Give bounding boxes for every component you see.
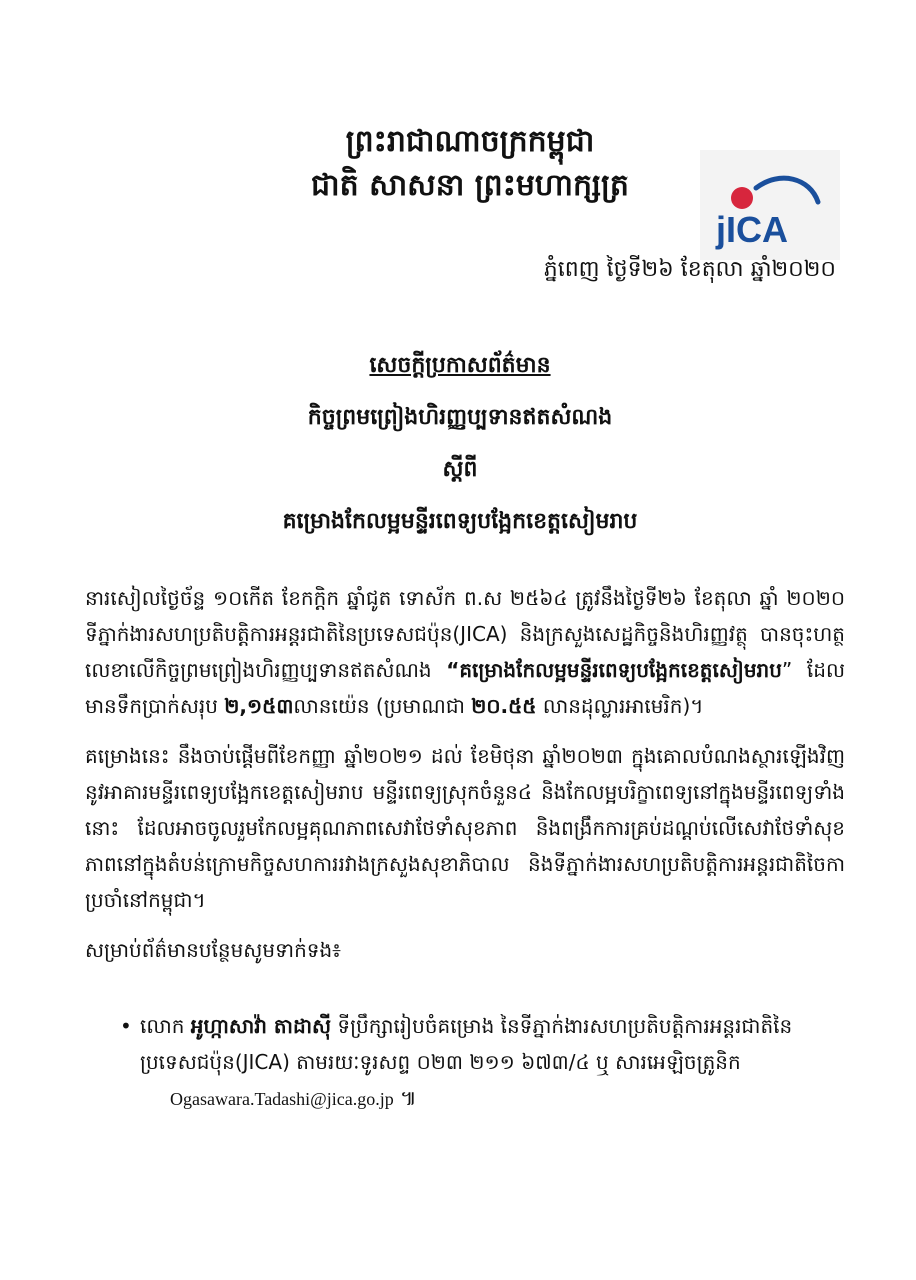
contact-bullet — [120, 1008, 850, 1117]
p1-text-c: លានយ៉េន (ប្រមាណជា — [293, 694, 465, 718]
contact-name: អូហ្កាសាវ៉ា តាដាស៊ី — [190, 1014, 332, 1038]
paragraph-signing — [85, 580, 845, 724]
kingdom-title: ព្រះរាជាណាចក្រកម្ពុជា — [345, 124, 595, 159]
title-regarding: ស្តីពី — [442, 457, 478, 482]
p1-amount-yen: ២,១៥៣ — [224, 694, 294, 718]
motto-line: ជាតិ សាសនា ព្រះមហាក្សត្រ — [311, 168, 629, 203]
national-motto — [300, 120, 640, 208]
contact-email[interactable]: Ogasawara.Tadashi@jica.go.jp — [170, 1089, 394, 1109]
jica-logo-text: jICA — [716, 209, 788, 250]
contact-text — [140, 1008, 850, 1080]
p1-text-a: នារសៀលថ្ងៃច័ន្ទ ១០កើត ខែកក្តិក ឆ្នាំជូត ទោស័ក ព.ស ២៥៦៤ ត្រូវនឹងថ្ងៃទី២៦ ខែតុលា ឆ្នាំ ២០២០ ទីភ្នាក់ងារសហប្រតិបត្តិការអន្តរជាតិនៃប្រទេសជប៉ុន(JICA) និងក្រសួងសេដ្ឋកិច្ចនិងហិរញ្ញវត្ថុ បានចុះហត្ថលេខាលើកិច្ចព្រមព្រៀងហិរញ្ញប្បទានឥតសំណង — [85, 586, 845, 682]
announcement-titles — [200, 340, 720, 548]
contact-intro: សម្រាប់ព័ត៌មានបន្ថែមសូមទាក់ទង៖ — [85, 938, 341, 962]
title-project: គម្រោងកែលម្អមន្ទីរពេទ្យបង្អែកខេត្តសៀមរាប — [282, 509, 638, 534]
paragraph-project-scope: គម្រោងនេះ នឹងចាប់ផ្តើមពីខែកញ្ញា ឆ្នាំ២០២១ ដល់ ខែមិថុនា ឆ្នាំ២០២៣ ក្នុងគោលបំណងស្ថារឡើងវិញនូវអាគារមន្ទីរពេទ្យបង្អែកខេត្តសៀមរាប មន្ទីរពេទ្យស្រុកចំនួន៤ និងកែលម្អបរិក្ខាពេទ្យនៅក្នុងមន្ទីរពេទ្យទាំងនោះ ដែលអាចចូលរួមកែលម្អគុណភាពសេវាថែទាំសុខភាព និងពង្រឹកការគ្រប់ដណ្តប់លើសេវាថែទាំសុខភាពនៅក្នុងតំបន់ក្រោមកិច្ចសហការរវាងក្រសួងសុខាភិបាល និងទីភ្នាក់ងារសហប្រតិបត្តិការអន្តរជាតិចៃកាប្រចាំនៅកម្ពុជា។ — [85, 744, 845, 912]
p1-text-b: ” ដែលមានទឹកប្រាក់សរុប — [85, 658, 845, 718]
bullet-icon: • — [120, 1014, 132, 1038]
p1-amount-usd: ២០.៥៥ — [471, 694, 537, 718]
p1-text-d: លានដុល្លារអាមេរិក)។ — [542, 694, 704, 718]
end-mark: ៕ — [400, 1086, 417, 1110]
p1-project-name: “គម្រោងកែលម្អមន្ទីរពេទ្យបង្អែកខេត្តសៀមរាប — [446, 658, 782, 682]
body — [85, 580, 845, 982]
title-agreement: កិច្ចព្រមព្រៀងហិរញ្ញប្បទានឥតសំណង — [307, 405, 613, 430]
contact-detail: ទីប្រឹក្សារៀបចំគម្រោង នៃទីភ្នាក់ងារសហប្រតិបត្តិការអន្តរជាតិនៃប្រទេសជប៉ុន(JICA) តាមរយៈទូរសព្ទ ០២៣ ២១១ ៦៧៣/៤ ឬ សារអេឡិចត្រូនិក — [140, 1014, 793, 1074]
jica-logo-icon — [700, 150, 840, 260]
title-press-release: សេចក្តីប្រកាសព័ត៌មាន — [369, 353, 551, 378]
contact-email-line — [140, 1080, 850, 1117]
date-line: ភ្នំពេញ ថ្ងៃទី២៦ ខែតុលា ឆ្នាំ២០២០ — [543, 257, 836, 282]
contact-prefix: លោក — [140, 1014, 185, 1038]
jica-logo — [700, 150, 840, 260]
